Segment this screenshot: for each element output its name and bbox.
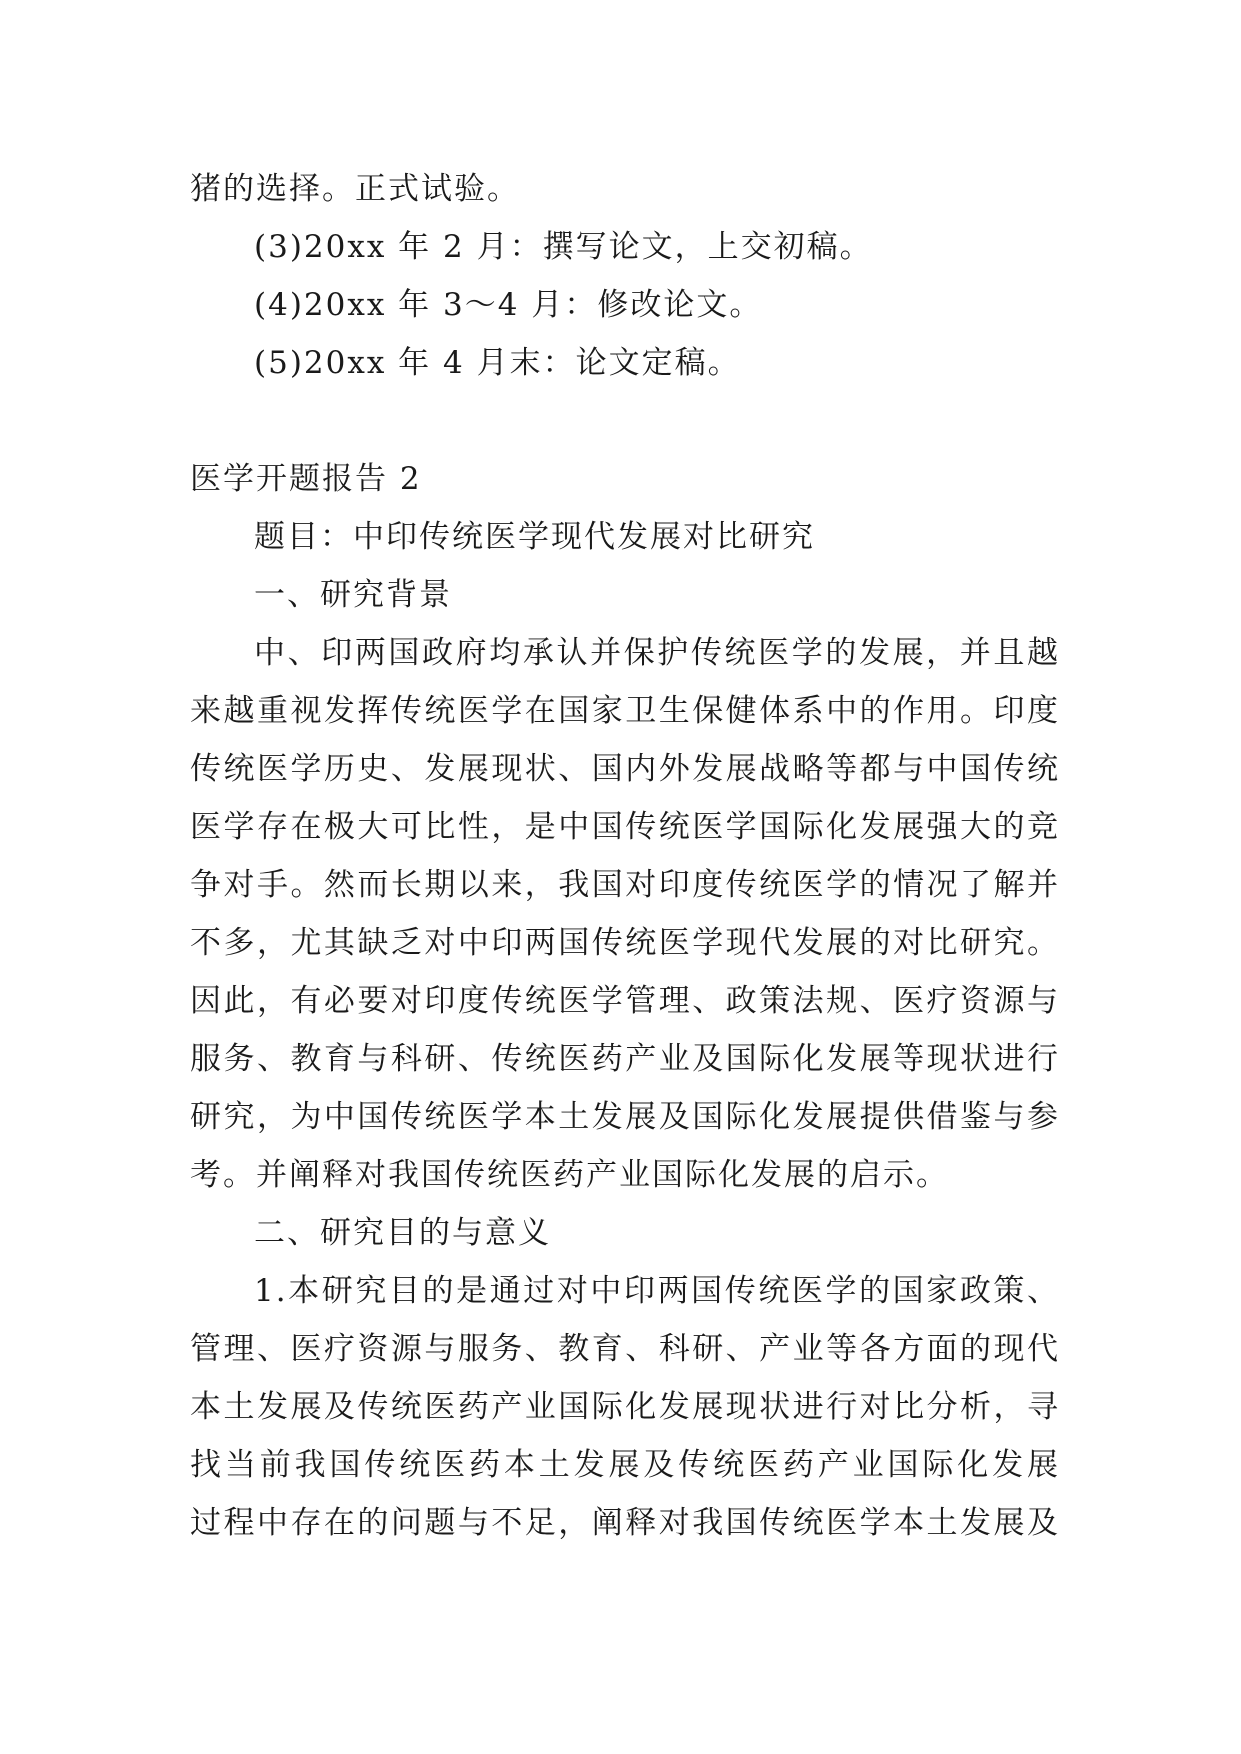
section1-line: 医学存在极大可比性，是中国传统医学国际化发展强大的竞 [190,809,1060,845]
section1-line: 考。并阐释对我国传统医药产业国际化发展的启示。 [190,1157,949,1193]
section2-line: 过程中存在的问题与不足，阐释对我国传统医学本土发展及 [190,1505,1060,1541]
section2-line: 1.本研究目的是通过对中印两国传统医学的国家政策、 [254,1273,1060,1309]
schedule-item-5: (5)20xx 年 4 月末：论文定稿。 [254,345,741,381]
section1-line: 来越重视发挥传统医学在国家卫生保健体系中的作用。印度 [190,693,1060,729]
section2-line: 找当前我国传统医药本土发展及传统医药产业国际化发展 [190,1447,1060,1483]
section1-line: 因此，有必要对印度传统医学管理、政策法规、医疗资源与 [190,983,1060,1019]
section-spacer [190,392,1060,450]
section1-line: 争对手。然而长期以来，我国对印度传统医学的情况了解并 [190,867,1060,903]
continuation-line: 猪的选择。正式试验。 [190,171,520,207]
schedule-item-4: (4)20xx 年 3～4 月：修改论文。 [254,287,763,323]
schedule-item-3: (3)20xx 年 2 月：撰写论文，上交初稿。 [254,229,873,265]
report-topic: 题目：中印传统医学现代发展对比研究 [254,519,815,555]
section1-line: 传统医学历史、发展现状、国内外发展战略等都与中国传统 [190,751,1060,787]
report-heading: 医学开题报告 2 [190,461,422,497]
section1-line: 服务、教育与科研、传统医药产业及国际化发展等现状进行 [190,1041,1060,1077]
section2-line: 本土发展及传统医药产业国际化发展现状进行对比分析，寻 [190,1389,1060,1425]
section1-line: 研究，为中国传统医学本土发展及国际化发展提供借鉴与参 [190,1099,1060,1135]
section2-heading: 二、研究目的与意义 [254,1215,551,1251]
document-body [190,160,1060,1552]
section1-line: 中、印两国政府均承认并保护传统医学的发展，并且越 [254,635,1060,671]
section1-line: 不多，尤其缺乏对中印两国传统医学现代发展的对比研究。 [190,925,1060,961]
section2-line: 管理、医疗资源与服务、教育、科研、产业等各方面的现代 [190,1331,1060,1367]
section1-heading: 一、研究背景 [254,577,452,613]
